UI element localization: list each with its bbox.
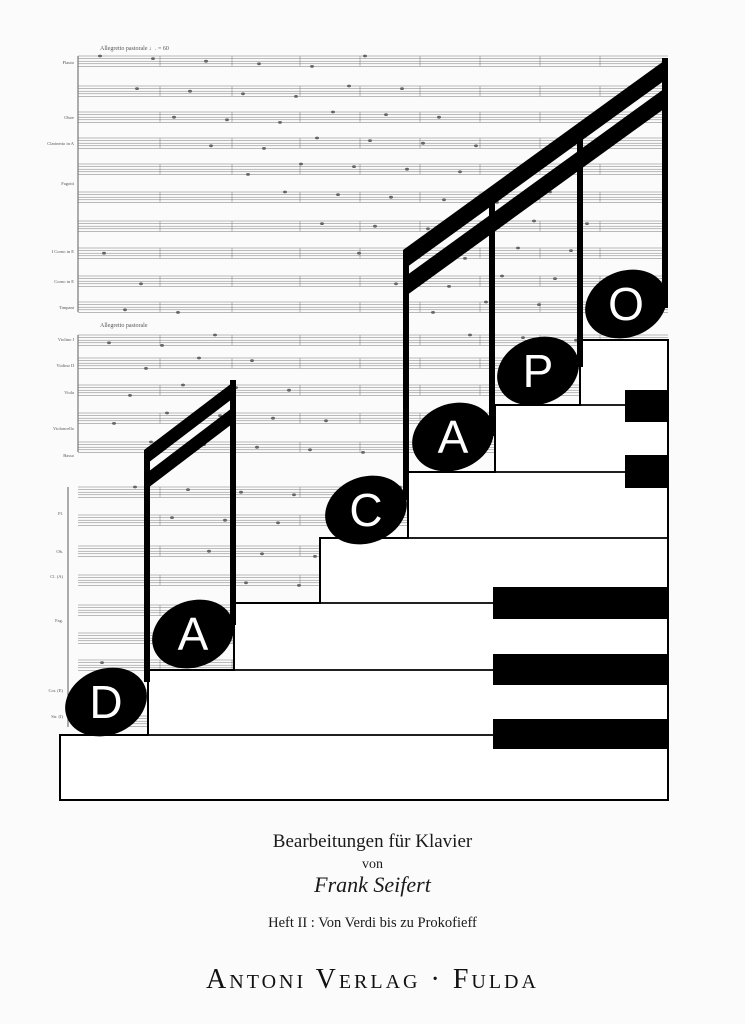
- staff: [78, 55, 668, 68]
- instrument-label: Fagotti: [61, 181, 74, 186]
- piano-staff-label: Str. (I): [51, 714, 63, 719]
- title-letter: D: [89, 676, 123, 728]
- instrument-label: I Corno in E: [51, 249, 74, 254]
- instrument-label: Timpani: [58, 305, 74, 310]
- instrument-label: Violino II: [56, 363, 74, 368]
- piano-staff-label: Fl.: [58, 511, 63, 516]
- note-head-letter: [575, 258, 678, 351]
- piano-staff-label: Fag.: [55, 618, 63, 623]
- von-label: von: [362, 857, 383, 872]
- piano-staff-labels: [49, 511, 64, 719]
- title-letter: O: [608, 278, 644, 330]
- piano-keyboard-staircase: [60, 340, 668, 800]
- instrument-labels: [47, 60, 74, 458]
- instrument-label: Flauto: [62, 60, 74, 65]
- title-letter: A: [177, 608, 209, 660]
- black-key-2: [493, 654, 668, 685]
- staff: [78, 85, 668, 98]
- piano-staff-label: Cl. (A): [50, 574, 63, 579]
- instrument-label: Violoncello: [53, 426, 74, 431]
- black-key-4: [625, 455, 668, 488]
- tempo-marking-strings: Allegretto pastorale: [100, 323, 148, 329]
- title-letter: A: [437, 411, 469, 463]
- black-key-1: [493, 719, 668, 749]
- volume-info: Heft II : Von Verdi bis zu Prokofieff: [268, 915, 477, 931]
- note-head-letter: [402, 391, 505, 484]
- publisher: Antoni Verlag · Fulda: [206, 964, 539, 995]
- piano-staff-label: Ob.: [56, 549, 63, 554]
- instrument-label: Corno in E: [54, 279, 74, 284]
- instrument-label: Violino I: [57, 337, 74, 342]
- instrument-label: Clarinetto in A: [47, 141, 74, 146]
- title-letter: C: [349, 484, 383, 536]
- instrument-label: Oboe: [64, 115, 74, 120]
- instrument-label: Basso: [63, 453, 74, 458]
- composer-name: Frank Seifert: [314, 872, 431, 897]
- note-head-letter: [142, 588, 245, 681]
- subtitle: Bearbeitungen für Klavier: [272, 831, 473, 852]
- piano-staff-label: Cor. (E): [48, 688, 63, 693]
- tempo-marking: Allegretto pastorale ♩. = 60: [100, 46, 169, 52]
- stem-p: [577, 137, 583, 367]
- black-key-5: [625, 390, 668, 422]
- note-head-letter: [487, 325, 590, 418]
- title-letter: P: [522, 345, 554, 397]
- black-key-3: [493, 587, 668, 619]
- staff: [78, 111, 668, 124]
- instrument-label: Viola: [64, 390, 74, 395]
